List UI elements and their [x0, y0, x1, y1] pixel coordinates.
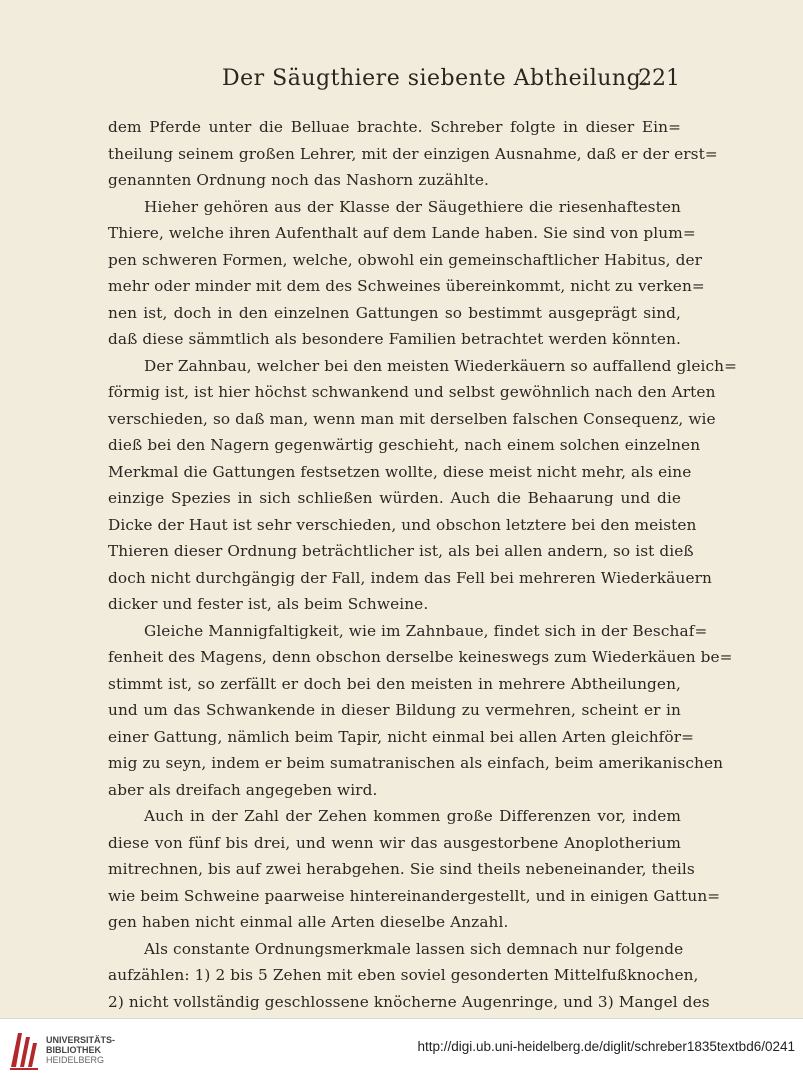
text-line: Thiere, welche ihren Aufenthalt auf dem Lande haben. Sie sind von plum= [108, 224, 696, 242]
university-library-logo-icon [8, 1027, 40, 1071]
viewer-footer [0, 1018, 803, 1079]
text-line: wie beim Schweine paarweise hintereinandergestellt, und in einigen Gattun= [108, 886, 721, 905]
text-line: fenheit des Magens, denn obschon derselbe keineswegs zum Wiederkäuen be= [108, 648, 733, 666]
page-number: 221 [638, 66, 680, 91]
text-line: mehr oder minder mit dem des Schweines übereinkommt, nicht zu verken= [108, 277, 705, 295]
text-line: pen schweren Formen, welche, obwohl ein gemeinschaftlicher Habitus, der [108, 250, 703, 269]
text-line: aufzählen: 1) 2 bis 5 Zehen mit eben soviel gesonderten Mittelfußknochen, [108, 966, 699, 984]
text-line: gen haben nicht einmal alle Arten dieselbe Anzahl. [108, 913, 509, 931]
running-title: Der Säugthiere siebente Abtheilung. [222, 66, 649, 91]
library-name-line1: UNIVERSITÄTS- [46, 1035, 116, 1045]
text-line: stimmt ist, so zerfällt er doch bei den meisten in mehrere Abtheilungen, [108, 674, 681, 693]
text-line: doch nicht durchgängig der Fall, indem das Fell bei mehreren Wiederkäuern [108, 568, 712, 587]
text-line: Auch in der Zahl der Zehen kommen große Differenzen vor, indem [144, 807, 681, 825]
text-line: Der Zahnbau, welcher bei den meisten Wiederkäuern so auffallend gleich= [144, 356, 738, 375]
body-text [108, 114, 738, 1015]
permalink-url[interactable]: http://digi.ub.uni-heidelberg.de/diglit/schreber1835textbd6/0241 [417, 1039, 795, 1054]
text-line: Thieren dieser Ordnung beträchtlicher ist, als bei allen andern, so ist dieß [108, 542, 694, 560]
page-header [100, 66, 680, 100]
text-line: nen ist, doch in den einzelnen Gattungen so bestimmt ausgeprägt sind, [108, 303, 681, 322]
text-line: Merkmal die Gattungen festsetzen wollte, diese meist nicht mehr, als eine [108, 462, 692, 481]
text-line: genannten Ordnung noch das Nashorn zuzählte. [108, 171, 489, 189]
library-name [46, 1035, 115, 1065]
text-line: förmig ist, ist hier höchst schwankend und selbst gewöhnlich nach den Arten [108, 383, 716, 401]
text-line: 2) nicht vollständig geschlossene knöcherne Augenringe, und 3) Mangel des [108, 992, 710, 1011]
text-line: Als constante Ordnungsmerkmale lassen sich demnach nur folgende [144, 939, 684, 958]
text-line: dieß bei den Nagern gegenwärtig geschieht, nach einem solchen einzelnen [108, 436, 701, 454]
text-line: einer Gattung, nämlich beim Tapir, nicht einmal bei allen Arten gleichför= [108, 727, 695, 746]
text-line: einzige Spezies in sich schließen würden. Auch die Behaarung und die [108, 489, 681, 507]
text-line: mitrechnen, bis auf zwei herabgehen. Sie sind theils nebeneinander, theils [108, 860, 695, 878]
text-line: Dicke der Haut ist sehr verschieden, und obschon letztere bei den meisten [108, 515, 697, 534]
library-name-line2: BIBLIOTHEK [46, 1045, 101, 1055]
text-line: aber als dreifach angegeben wird. [108, 780, 378, 799]
text-line: daß diese sämmtlich als besondere Familien betrachtet werden könnten. [108, 330, 681, 348]
text-line: diese von fünf bis drei, und wenn wir das ausgestorbene Anoplotherium [108, 833, 681, 852]
text-line: verschieden, so daß man, wenn man mit derselben falschen Consequenz, wie [108, 409, 716, 428]
library-name-line3: HEIDELBERG [46, 1055, 105, 1065]
text-line: mig zu seyn, indem er beim sumatranischen als einfach, beim amerikanischen [108, 754, 724, 772]
text-line: dicker und fester ist, als beim Schweine. [108, 595, 429, 613]
text-line: theilung seinem großen Lehrer, mit der einzigen Ausnahme, daß er der erst= [108, 144, 718, 163]
text-line: und um das Schwankende in dieser Bildung zu vermehren, scheint er in [108, 701, 681, 719]
text-line: Gleiche Mannigfaltigkeit, wie im Zahnbaue, findet sich in der Beschaf= [144, 621, 708, 640]
text-line: Hieher gehören aus der Klasse der Säugethiere die riesenhaftesten [144, 197, 681, 216]
text-line: dem Pferde unter die Belluae brachte. Schreber folgte in dieser Ein= [108, 118, 681, 136]
